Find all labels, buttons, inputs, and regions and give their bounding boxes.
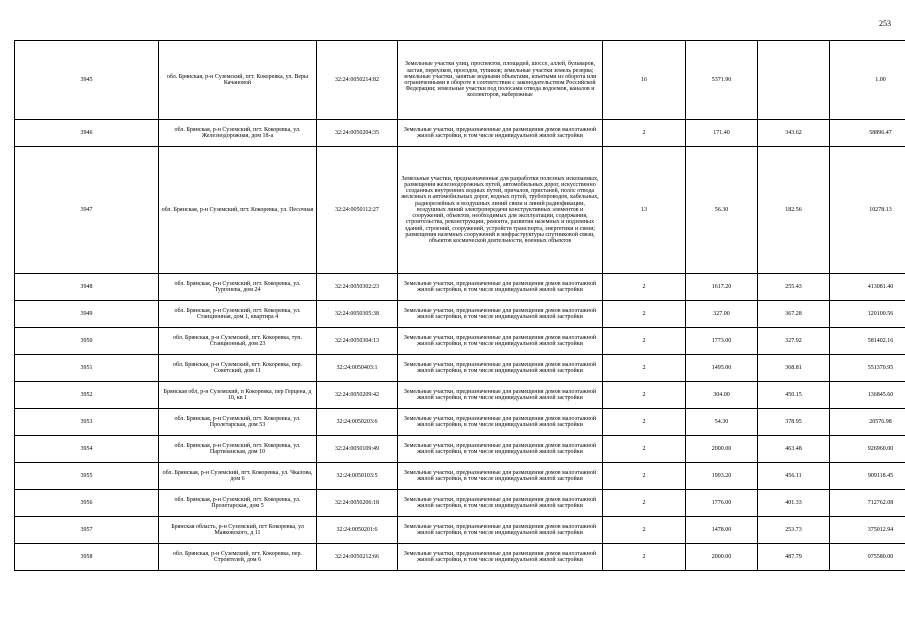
- address-cell: обл. Брянская, р-н Суземский, пгт. Кокоревка, ул. Пролетарская, дом 53: [159, 409, 317, 436]
- land-use-cell: Земельные участки, предназначенные для разработки полезных ископаемых, размещения железнодорожных путей, автомобильных дорог, искусственно созданных внутренних водных путей, причалов, пристаней, полос отвода железных и автомобильных дорог, водных путей, трубопроводов, кабельных, радиорелейных и воздушных линий связи и линий радиофикации, воздушных линий электропередачи конструктивных элементов и сооружений, объектов, необходимых для эксплуатации, содержания, строительства, реконструкции, ремонта, развития наземных и подземных зданий, строений, сооружений, устройств транспорта, энергетики и связи; размещения наземных сооружений и инфраструктуры спутниковой связи, объектов космической деятельности, военных объектов: [398, 147, 603, 274]
- address-cell: обл. Брянская, р-н Суземский, пгт. Кокоревка, ул. Партизанская, дом 10: [159, 436, 317, 463]
- area-cell: 56.30: [686, 147, 758, 274]
- cadastral-value-cell: 20576.98: [830, 409, 905, 436]
- land-registry-table: [14, 40, 905, 571]
- row-number: 3948: [15, 274, 159, 301]
- table-row: [15, 41, 905, 120]
- cadastral-number-cell: 32:24:0050201:6: [317, 517, 398, 544]
- area-cell: 304.00: [686, 382, 758, 409]
- cadastral-value-cell: 712762.08: [830, 490, 905, 517]
- address-cell: обл. Брянская, р-н Суземский, пгт. Кокоревка, пер. Советский, дом 11: [159, 355, 317, 382]
- address-cell: обл. Брянская, р-н Суземский, пгт. Кокоревка, ул. Станционная, дом 1, квартира 4: [159, 301, 317, 328]
- cadastral-value-cell: 1.00: [830, 41, 905, 120]
- specific-value-cell: 253.73: [758, 517, 830, 544]
- registry-body: [15, 41, 905, 571]
- specific-value-cell: 401.33: [758, 490, 830, 517]
- row-number: 3951: [15, 355, 159, 382]
- cadastral-number-cell: 32:24:0050206:18: [317, 490, 398, 517]
- page-number: 253: [879, 19, 891, 28]
- cadastral-value-cell: 975580.00: [830, 544, 905, 571]
- table-row: [15, 120, 905, 147]
- category-code-cell: 2: [603, 544, 686, 571]
- land-use-cell: Земельные участки улиц, проспектов, площадей, шоссе, аллей, бульваров, застав, переулков, проездов, тупиков; земельные участки земель резерва; земельные участки, занятые водными объектами, изъятыми из оборота или ограниченными в обороте в соответствии с законодательством Российской Федерации; земельные участки под полосами отвода водоемов, каналов и коллекторов, набережные: [398, 41, 603, 120]
- address-cell: обл. Брянская, р-н Суземский, пгт. Кокоревка, пер. Строителей, дом 6: [159, 544, 317, 571]
- category-code-cell: 2: [603, 328, 686, 355]
- row-number: 3950: [15, 328, 159, 355]
- cadastral-number-cell: 32:24:0050203:6: [317, 409, 398, 436]
- land-use-cell: Земельные участки, предназначенные для размещения домов малоэтажной жилой застройки, в том числе индивидуальной жилой застройки: [398, 274, 603, 301]
- area-cell: 1495.00: [686, 355, 758, 382]
- address-cell: Брянская обл, р-н Суземский, п Кокоревка, пер Герцена, д 10, кв 1: [159, 382, 317, 409]
- land-use-cell: Земельные участки, предназначенные для размещения домов малоэтажной жилой застройки, в том числе индивидуальной жилой застройки: [398, 544, 603, 571]
- address-cell: обл. Брянская, р-н Суземский, пгт. Кокоревка, туп. Станционный, дом 23: [159, 328, 317, 355]
- category-code-cell: 2: [603, 382, 686, 409]
- specific-value-cell: 368.81: [758, 355, 830, 382]
- specific-value-cell: 367.28: [758, 301, 830, 328]
- cadastral-number-cell: 32:24:0050403:1: [317, 355, 398, 382]
- table-row: [15, 274, 905, 301]
- category-code-cell: 2: [603, 301, 686, 328]
- land-use-cell: Земельные участки, предназначенные для размещения домов малоэтажной жилой застройки, в том числе индивидуальной жилой застройки: [398, 355, 603, 382]
- address-cell: Брянская область, р-н Суземский, пгт Кокоревка, ул Маяковского, д 11: [159, 517, 317, 544]
- specific-value-cell: 456.11: [758, 463, 830, 490]
- row-number: 3957: [15, 517, 159, 544]
- table-row: [15, 463, 905, 490]
- row-number: 3946: [15, 120, 159, 147]
- cadastral-number-cell: 32:24:0050212:66: [317, 544, 398, 571]
- table-row: [15, 328, 905, 355]
- land-use-cell: Земельные участки, предназначенные для размещения домов малоэтажной жилой застройки, в том числе индивидуальной жилой застройки: [398, 409, 603, 436]
- specific-value-cell: 182.56: [758, 147, 830, 274]
- area-cell: 1773.00: [686, 328, 758, 355]
- cadastral-number-cell: 32:24:0050214:82: [317, 41, 398, 120]
- land-use-cell: Земельные участки, предназначенные для размещения домов малоэтажной жилой застройки, в том числе индивидуальной жилой застройки: [398, 517, 603, 544]
- address-cell: обл. Брянская, р-н Суземский, пгт. Кокоревка, ул. Чкалова, дом 6: [159, 463, 317, 490]
- cadastral-number-cell: 32:24:0050103:5: [317, 463, 398, 490]
- row-number: 3958: [15, 544, 159, 571]
- row-number: 3952: [15, 382, 159, 409]
- area-cell: 54.30: [686, 409, 758, 436]
- cadastral-value-cell: 375012.94: [830, 517, 905, 544]
- cadastral-value-cell: 120100.56: [830, 301, 905, 328]
- row-number: 3949: [15, 301, 159, 328]
- category-code-cell: 2: [603, 436, 686, 463]
- category-code-cell: 2: [603, 409, 686, 436]
- cadastral-value-cell: 581402.16: [830, 328, 905, 355]
- area-cell: 2000.00: [686, 544, 758, 571]
- address-cell: обл. Брянская, р-н Суземский, пгт. Кокоревка, ул. Песочная: [159, 147, 317, 274]
- land-use-cell: Земельные участки, предназначенные для размещения домов малоэтажной жилой застройки, в том числе индивидуальной жилой застройки: [398, 301, 603, 328]
- cadastral-number-cell: 32:24:0050305:38: [317, 301, 398, 328]
- specific-value-cell: 327.92: [758, 328, 830, 355]
- specific-value-cell: 378.95: [758, 409, 830, 436]
- row-number: 3956: [15, 490, 159, 517]
- row-number: 3955: [15, 463, 159, 490]
- cadastral-value-cell: 926960.00: [830, 436, 905, 463]
- specific-value-cell: [758, 41, 830, 120]
- table-row: [15, 490, 905, 517]
- table-row: [15, 517, 905, 544]
- address-cell: обл. Брянская, р-н Суземский, пгт. Кокоревка, ул. Железнодорожная, дом 18-а: [159, 120, 317, 147]
- specific-value-cell: 463.48: [758, 436, 830, 463]
- category-code-cell: 16: [603, 41, 686, 120]
- category-code-cell: 2: [603, 120, 686, 147]
- land-use-cell: Земельные участки, предназначенные для размещения домов малоэтажной жилой застройки, в том числе индивидуальной жилой застройки: [398, 490, 603, 517]
- table-row: [15, 544, 905, 571]
- category-code-cell: 2: [603, 490, 686, 517]
- category-code-cell: 13: [603, 147, 686, 274]
- cadastral-value-cell: 551370.95: [830, 355, 905, 382]
- row-number: 3954: [15, 436, 159, 463]
- area-cell: 1776.00: [686, 490, 758, 517]
- land-use-cell: Земельные участки, предназначенные для размещения домов малоэтажной жилой застройки, в том числе индивидуальной жилой застройки: [398, 436, 603, 463]
- area-cell: 171.40: [686, 120, 758, 147]
- cadastral-value-cell: 413081.40: [830, 274, 905, 301]
- cadastral-number-cell: 32:24:0050112:27: [317, 147, 398, 274]
- table-row: [15, 436, 905, 463]
- address-cell: обл. Брянская, р-н Суземский, пгт. Кокоревка, ул. Тургенева, дом 24: [159, 274, 317, 301]
- address-cell: обл. Брянская, р-н Суземский, пгт. Кокоревка, ул. Пролетарская, дом 5: [159, 490, 317, 517]
- specific-value-cell: 343.62: [758, 120, 830, 147]
- cadastral-number-cell: 32:24:0050302:23: [317, 274, 398, 301]
- specific-value-cell: 255.43: [758, 274, 830, 301]
- address-cell: обл. Брянская, р-н Суземский, пгт. Кокоревка, ул. Веры Качановой: [159, 41, 317, 120]
- area-cell: 1993.20: [686, 463, 758, 490]
- table-row: [15, 355, 905, 382]
- area-cell: 5371.90: [686, 41, 758, 120]
- row-number: 3947: [15, 147, 159, 274]
- category-code-cell: 2: [603, 274, 686, 301]
- category-code-cell: 2: [603, 463, 686, 490]
- cadastral-number-cell: 32:24:0050209:42: [317, 382, 398, 409]
- table-row: [15, 409, 905, 436]
- row-number: 3953: [15, 409, 159, 436]
- area-cell: 327.00: [686, 301, 758, 328]
- area-cell: 2000.00: [686, 436, 758, 463]
- area-cell: 1478.00: [686, 517, 758, 544]
- specific-value-cell: 487.79: [758, 544, 830, 571]
- cadastral-number-cell: 32:24:0050304:13: [317, 328, 398, 355]
- row-number: 3945: [15, 41, 159, 120]
- cadastral-number-cell: 32:24:0050109:49: [317, 436, 398, 463]
- table-row: [15, 382, 905, 409]
- land-use-cell: Земельные участки, предназначенные для размещения домов малоэтажной жилой застройки, в том числе индивидуальной жилой застройки: [398, 463, 603, 490]
- category-code-cell: 2: [603, 517, 686, 544]
- specific-value-cell: 450.15: [758, 382, 830, 409]
- land-use-cell: Земельные участки, предназначенные для размещения домов малоэтажной жилой застройки, в том числе индивидуальной жилой застройки: [398, 382, 603, 409]
- table-row: [15, 301, 905, 328]
- table-row: [15, 147, 905, 274]
- cadastral-value-cell: 909118.45: [830, 463, 905, 490]
- category-code-cell: 2: [603, 355, 686, 382]
- cadastral-number-cell: 32:24:0050204:35: [317, 120, 398, 147]
- cadastral-value-cell: 58896.47: [830, 120, 905, 147]
- land-use-cell: Земельные участки, предназначенные для размещения домов малоэтажной жилой застройки, в том числе индивидуальной жилой застройки: [398, 328, 603, 355]
- cadastral-value-cell: 136845.60: [830, 382, 905, 409]
- cadastral-value-cell: 10278.13: [830, 147, 905, 274]
- area-cell: 1617.20: [686, 274, 758, 301]
- land-use-cell: Земельные участки, предназначенные для размещения домов малоэтажной жилой застройки, в том числе индивидуальной жилой застройки: [398, 120, 603, 147]
